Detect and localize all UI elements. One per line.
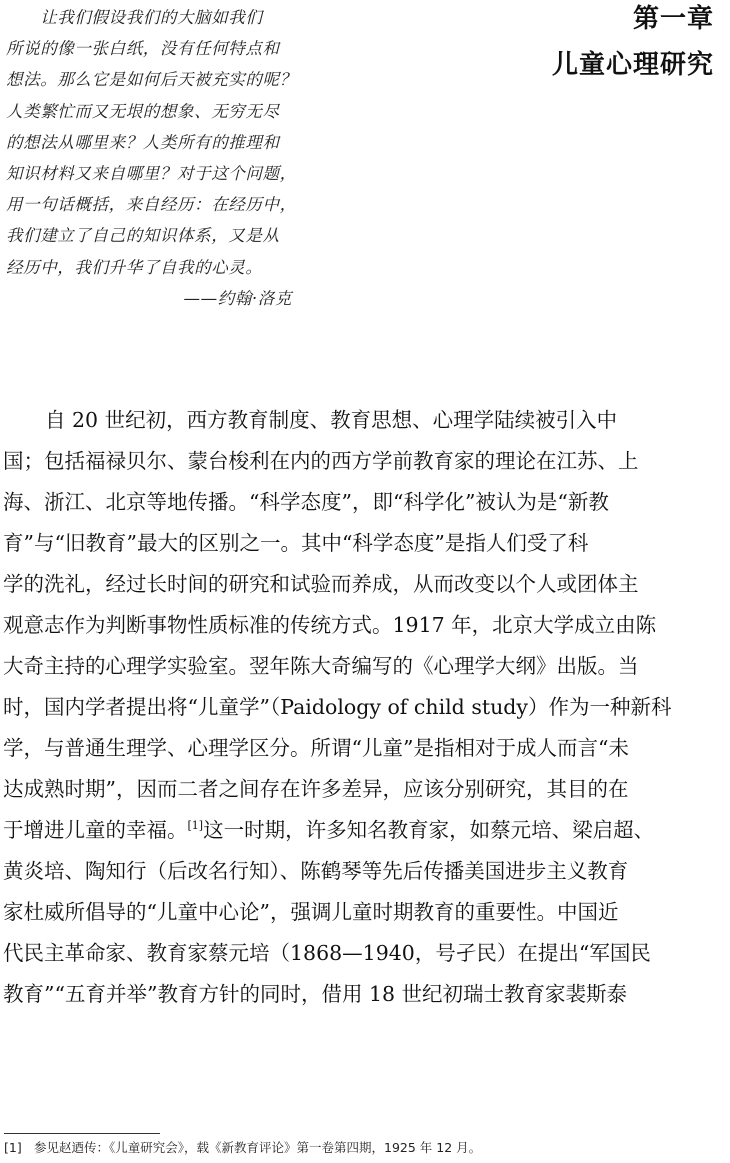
- paragraph-line: 达成熟时期”，因而二者之间存在许多差异，应该分别研究，其目的在: [3, 777, 629, 801]
- epigraph: [6, 2, 296, 314]
- epigraph-line: 经历中，我们升华了自我的心灵。: [6, 257, 263, 277]
- paragraph-line: 育”与“旧教育”最大的区别之一。其中“科学态度”是指人们受了科: [3, 531, 589, 555]
- epigraph-line: 人类繁忙而又无垠的想象、无穷无尽: [6, 101, 280, 121]
- paragraph-line-end: 这一时期，许多知名教育家，如蔡元培、梁启超、: [203, 818, 655, 842]
- footnote: [4, 1139, 481, 1157]
- footnote-divider: [4, 1133, 160, 1134]
- paragraph-line: 海、浙江、北京等地传播。“科学态度”，即“科学化”被认为是“新教: [3, 490, 609, 514]
- paragraph-line: 家杜威所倡导的“儿童中心论”，强调儿童时期教育的重要性。中国近: [3, 900, 619, 924]
- paragraph-line-start: 于增进儿童的幸福。: [3, 818, 188, 842]
- epigraph-attribution: ——约翰·洛克: [183, 288, 292, 308]
- epigraph-line: 让我们假设我们的大脑如我们: [6, 8, 263, 27]
- paragraph-line: 黄炎培、陶知行（后改名行知）、陈鹤琴等先后传播美国进步主义教育: [3, 859, 629, 883]
- paragraph-line: 国；包括福禄贝尔、蒙台梭利在内的西方学前教育家的理论在江苏、上: [3, 449, 639, 473]
- paragraph-line: 自 20 世纪初，西方教育制度、教育思想、心理学陆续被引入中: [45, 408, 618, 432]
- chapter-heading: [552, 2, 714, 82]
- footnote-marker: [1]: [4, 1140, 22, 1155]
- body-text: [0, 400, 730, 1015]
- paragraph-line: 观意志作为判断事物性质标准的传统方式。1917 年，北京大学成立由陈: [3, 613, 657, 637]
- footnote-text: 参见赵迺传：《儿童研究会》，载《新教育评论》第一卷第四期，1925 年 12 月。: [34, 1140, 482, 1155]
- epigraph-line: 想法。那么它是如何后天被充实的呢？: [6, 70, 297, 90]
- paragraph-line: 学，与普通生理学、心理学区分。所谓“儿童”是指相对于成人而言“未: [3, 736, 629, 760]
- paragraph-line: 代民主革命家、教育家蔡元培（1868—1940，号孑民）在提出“军国民: [3, 941, 651, 965]
- epigraph-line: 所说的像一张白纸，没有任何特点和: [6, 39, 280, 59]
- paragraph-line: 学的洗礼，经过长时间的研究和试验而养成，从而改变以个人或团体主: [3, 572, 639, 596]
- epigraph-line: 我们建立了自己的知识体系，又是从: [6, 226, 280, 246]
- chapter-title: 儿童心理研究: [551, 50, 714, 80]
- footnote-reference[interactable]: [1]: [187, 819, 204, 833]
- epigraph-line: 用一句话概括，来自经历：在经历中，: [6, 195, 297, 215]
- paragraph-line: 教育”“五育并举”教育方针的同时，借用 18 世纪初瑞士教育家裴斯泰: [3, 982, 628, 1006]
- paragraph-line: 大奇主持的心理学实验室。翌年陈大奇编写的《心理学大纲》出版。当: [3, 654, 639, 678]
- epigraph-line: 知识材料又来自哪里？对于这个问题，: [6, 164, 297, 184]
- chapter-number: 第一章: [632, 4, 714, 34]
- paragraph-line-with-footnote: [0, 810, 730, 851]
- epigraph-line: 的想法从哪里来？人类所有的推理和: [6, 132, 280, 152]
- paragraph-line: 时，国内学者提出将“儿童学”（Paidology of child study）作为一种新科: [3, 695, 672, 719]
